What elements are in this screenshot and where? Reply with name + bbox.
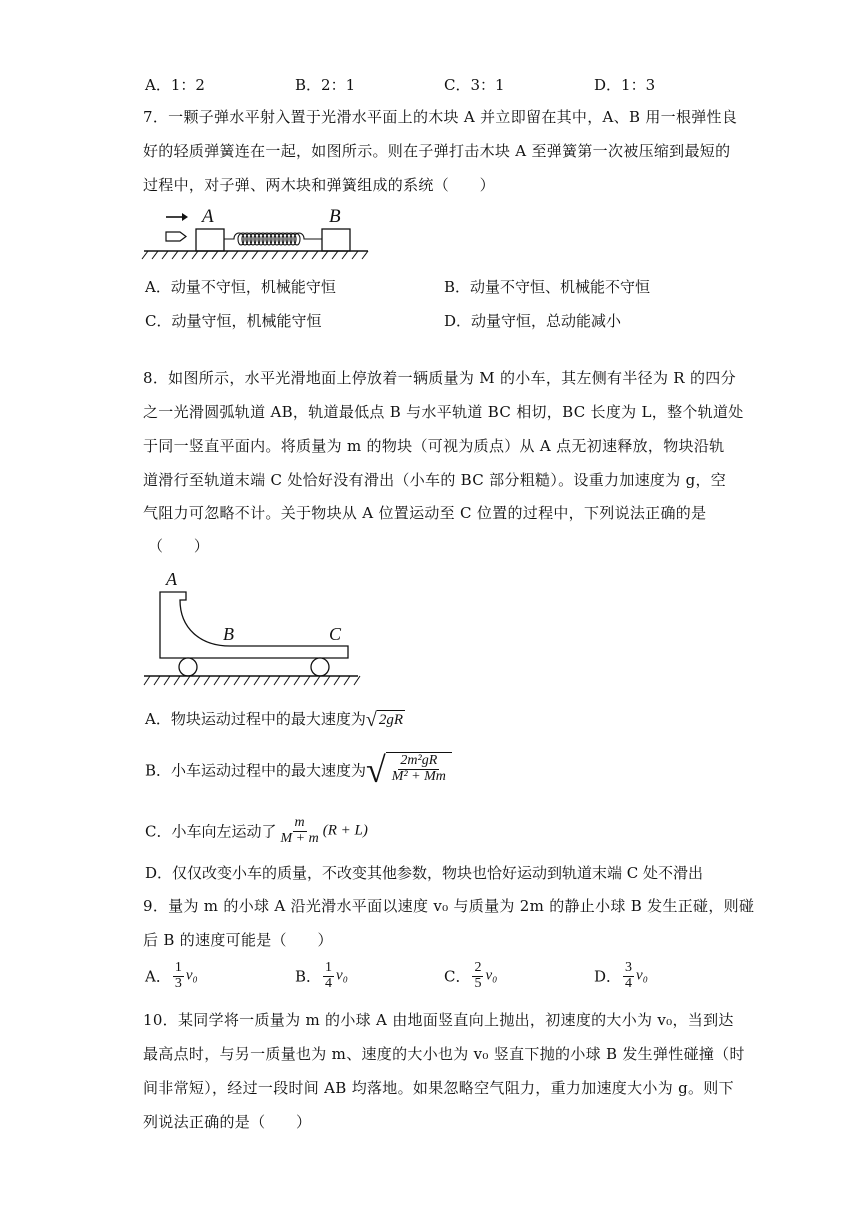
q9-option-b: [295, 961, 348, 991]
q10-stem-line-3: 间非常短），经过一段时间 AB 均落地。如果忽略空气阻力，重力加速度大小为 g。则下: [143, 1079, 734, 1097]
q9-option-b-label: B．: [295, 967, 322, 986]
q9-option-a-var: v₀: [185, 967, 198, 984]
q9-option-c-label: C．: [444, 967, 471, 986]
q7-label-a: A: [202, 206, 214, 227]
q6-option-d: D．1：3: [594, 76, 656, 94]
q8-stem-line-2: 之一光滑圆弧轨道 AB，轨道最低点 B 与水平轨道 BC 相切，BC 长度为 L，整个轨道处: [143, 403, 744, 421]
q10-stem-line-2: 最高点时，与另一质量也为 m、速度的大小也为 v₀ 竖直下抛的小球 B 发生弹性碰撞（时: [143, 1045, 745, 1063]
q7-option-d: D．动量守恒，总动能减小: [444, 312, 622, 330]
q7-stem-line-2: 好的轻质弹簧连在一起，如图所示。则在子弹打击木块 A 至弹簧第一次被压缩到最短的: [143, 142, 731, 160]
q8-option-a-text: A．物块运动过程中的最大速度为: [145, 710, 366, 728]
q7-stem-line-1: 7．一颗子弹水平射入置于光滑水平面上的木块 A 并立即留在其中，A、B 用一根弹性良: [143, 108, 738, 126]
q7-spring-figure: [140, 205, 380, 265]
q6-option-a: A．1：2: [145, 76, 205, 94]
q8-option-c: [145, 816, 368, 846]
q8-stem-line-6: （ ）: [148, 537, 210, 555]
q8-option-b-num: 2m²gR: [400, 753, 438, 768]
q9-option-b-den: 4: [325, 975, 333, 991]
q9-option-a: [145, 961, 198, 991]
q9-option-c-var: v₀: [485, 967, 498, 984]
q8-label-b: B: [223, 624, 234, 644]
q8-stem-line-3: 于同一竖直平面内。将质量为 m 的物块（可视为质点）从 A 点无初速释放，物块沿轨: [143, 437, 725, 455]
q8-stem-line-5: 气阻力可忽略不计。关于物块从 A 位置运动至 C 位置的过程中，下列说法正确的是: [143, 504, 707, 522]
q10-stem-line-4: 列说法正确的是（ ）: [143, 1113, 312, 1131]
q8-option-c-den: M + m: [280, 830, 319, 846]
q9-option-c-den: 5: [474, 975, 482, 991]
q8-option-c-num: m: [294, 815, 305, 830]
q9-option-d-var: v₀: [636, 967, 648, 984]
q8-stem-line-4: 道滑行至轨道末端 C 处恰好没有滑出（小车的 BC 部分粗糙）。设重力加速度为 g，空: [143, 471, 727, 489]
q9-stem-line-2: 后 B 的速度可能是（ ）: [143, 931, 333, 949]
q9-option-b-var: v₀: [336, 967, 348, 984]
q9-option-d: [594, 961, 648, 991]
q8-option-b: B．小车运动过程中的最大速度为 √ $\frac{\text{2m²gR}}{\text{M² + Mm}}$: [145, 752, 452, 788]
q7-label-b: B: [329, 206, 341, 227]
q9-option-d-den: 4: [625, 975, 633, 991]
q8-option-c-text: C．小车向左运动了: [145, 822, 277, 841]
q7-option-c: C．动量守恒，机械能守恒: [145, 312, 322, 330]
q6-option-b: B．2：1: [295, 76, 356, 94]
q9-option-b-num: 1: [325, 960, 333, 975]
q9-option-d-num: 3: [625, 960, 633, 975]
q9-option-c-num: 2: [474, 960, 482, 975]
q9-option-a-label: A．: [145, 967, 171, 986]
q8-label-c: C: [329, 624, 342, 644]
q7-stem-line-3: 过程中，对子弹、两木块和弹簧组成的系统（ ）: [143, 176, 495, 194]
q10-stem-line-1: 10．某同学将一质量为 m 的小球 A 由地面竖直向上抛出，初速度的大小为 v₀，当到达: [143, 1011, 734, 1029]
q8-stem-line-1: 8．如图所示，水平光滑地面上停放着一辆质量为 M 的小车，其左侧有半径为 R 的四分: [143, 369, 736, 387]
q8-option-b-den: M² + Mm: [391, 768, 446, 784]
q8-option-c-tail: (R + L): [322, 822, 368, 839]
q7-option-b: B．动量不守恒、机械能不守恒: [444, 278, 651, 296]
q8-option-b-text: B．小车运动过程中的最大速度为: [145, 761, 367, 780]
q8-option-d: D．仅仅改变小车的质量，不改变其他参数，物块也恰好运动到轨道末端 C 处不滑出: [145, 864, 704, 882]
q9-option-d-label: D．: [594, 967, 622, 986]
q8-option-a-formula: 2gR: [378, 712, 403, 728]
q9-option-a-num: 1: [174, 960, 182, 975]
q6-option-c: C．3：1: [444, 76, 505, 94]
q9-option-a-den: 3: [174, 975, 182, 991]
q9-stem-line-1: 9．量为 m 的小球 A 沿光滑水平面以速度 v₀ 与质量为 2m 的静止小球 B 发生正碰，则碰: [143, 897, 755, 915]
q8-label-a: A: [166, 569, 177, 589]
q9-option-c: [444, 961, 497, 991]
q7-option-a: A．动量不守恒，机械能守恒: [145, 278, 336, 296]
q8-option-a: A．物块运动过程中的最大速度为 √ 2gR: [145, 709, 403, 731]
